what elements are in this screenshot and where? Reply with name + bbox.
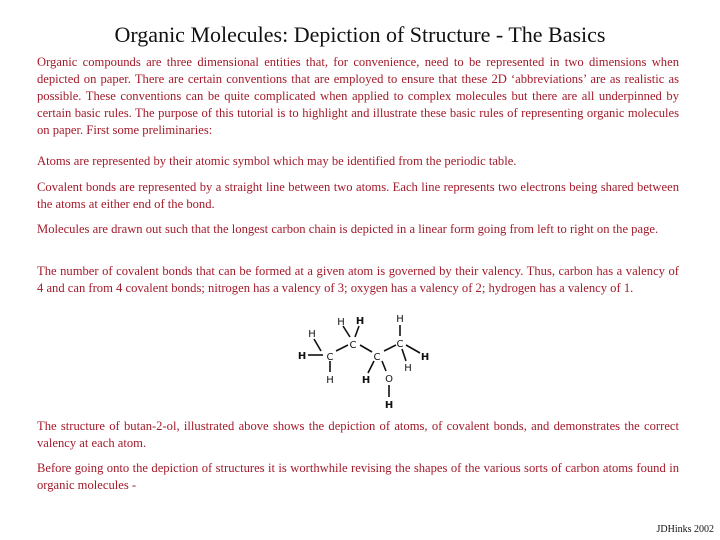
author-credit: JDHinks 2002 bbox=[656, 524, 714, 535]
page-title: Organic Molecules: Depiction of Structure - The Basics bbox=[114, 22, 606, 47]
hydrogen-atom-label: H bbox=[384, 400, 394, 411]
hydrogen-atom-label: H bbox=[308, 329, 316, 340]
butan-2-ol-structure-diagram bbox=[290, 305, 440, 415]
butanol-explanation-paragraph: The structure of butan-2-ol, illustrated above shows the depiction of atoms, of covalent bonds, and demonstrates the correct valency at each atom. bbox=[37, 419, 679, 450]
bonds-rule-paragraph: Covalent bonds are represented by a straight line between two atoms. Each line represents two electrons being shared between the atoms at either end of the bond. bbox=[37, 180, 679, 211]
hydrogen-atom-label: H bbox=[337, 317, 345, 328]
hydrogen-atom-label: H bbox=[326, 375, 334, 386]
hydrogen-atom-label: H bbox=[355, 316, 365, 327]
hydrogen-atom-label: H bbox=[361, 375, 371, 386]
valency-rule-paragraph: The number of covalent bonds that can be formed at a given atom is governed by their valency. Thus, carbon has a valency of 4 and can from 4 covalent bonds; nitrogen has a valency of 3; oxygen has a valency of 2; hydrogen has a valency of 1. bbox=[37, 264, 679, 295]
carbon-shapes-intro-paragraph: Before going onto the depiction of structures it is worthwhile revising the shapes of the various sorts of carbon atoms found in organic molecules - bbox=[37, 461, 679, 492]
carbon-atom-label: C bbox=[373, 352, 381, 363]
chain-rule-paragraph: Molecules are drawn out such that the longest carbon chain is depicted in a linear form going from left to right on the page. bbox=[37, 222, 659, 236]
carbon-atom-label: C bbox=[326, 352, 334, 363]
hydrogen-atom-label: H bbox=[297, 351, 307, 362]
hydrogen-atom-label: H bbox=[404, 363, 412, 374]
oxygen-atom-label: O bbox=[385, 374, 393, 385]
hydrogen-atom-label: H bbox=[396, 314, 404, 325]
atoms-rule-paragraph: Atoms are represented by their atomic symbol which may be identified from the periodic table. bbox=[37, 154, 517, 168]
intro-paragraph: Organic compounds are three dimensional entities that, for convenience, need to be represented in two dimensions when depicted on paper. There are certain conventions that are employed to ensure that these 2D ‘abbreviations’ are as realistic as possible. These conventions can be quite complicated when applied to complex molecules but there are all underpinned by certain basic rules. The purpose of this tutorial is to highlight and illustrate these basic rules of representing organic molecules on paper. First some preliminaries: bbox=[37, 55, 679, 137]
carbon-atom-label: C bbox=[396, 339, 404, 350]
hydrogen-atom-label: H bbox=[420, 352, 430, 363]
carbon-atom-label: C bbox=[349, 340, 357, 351]
